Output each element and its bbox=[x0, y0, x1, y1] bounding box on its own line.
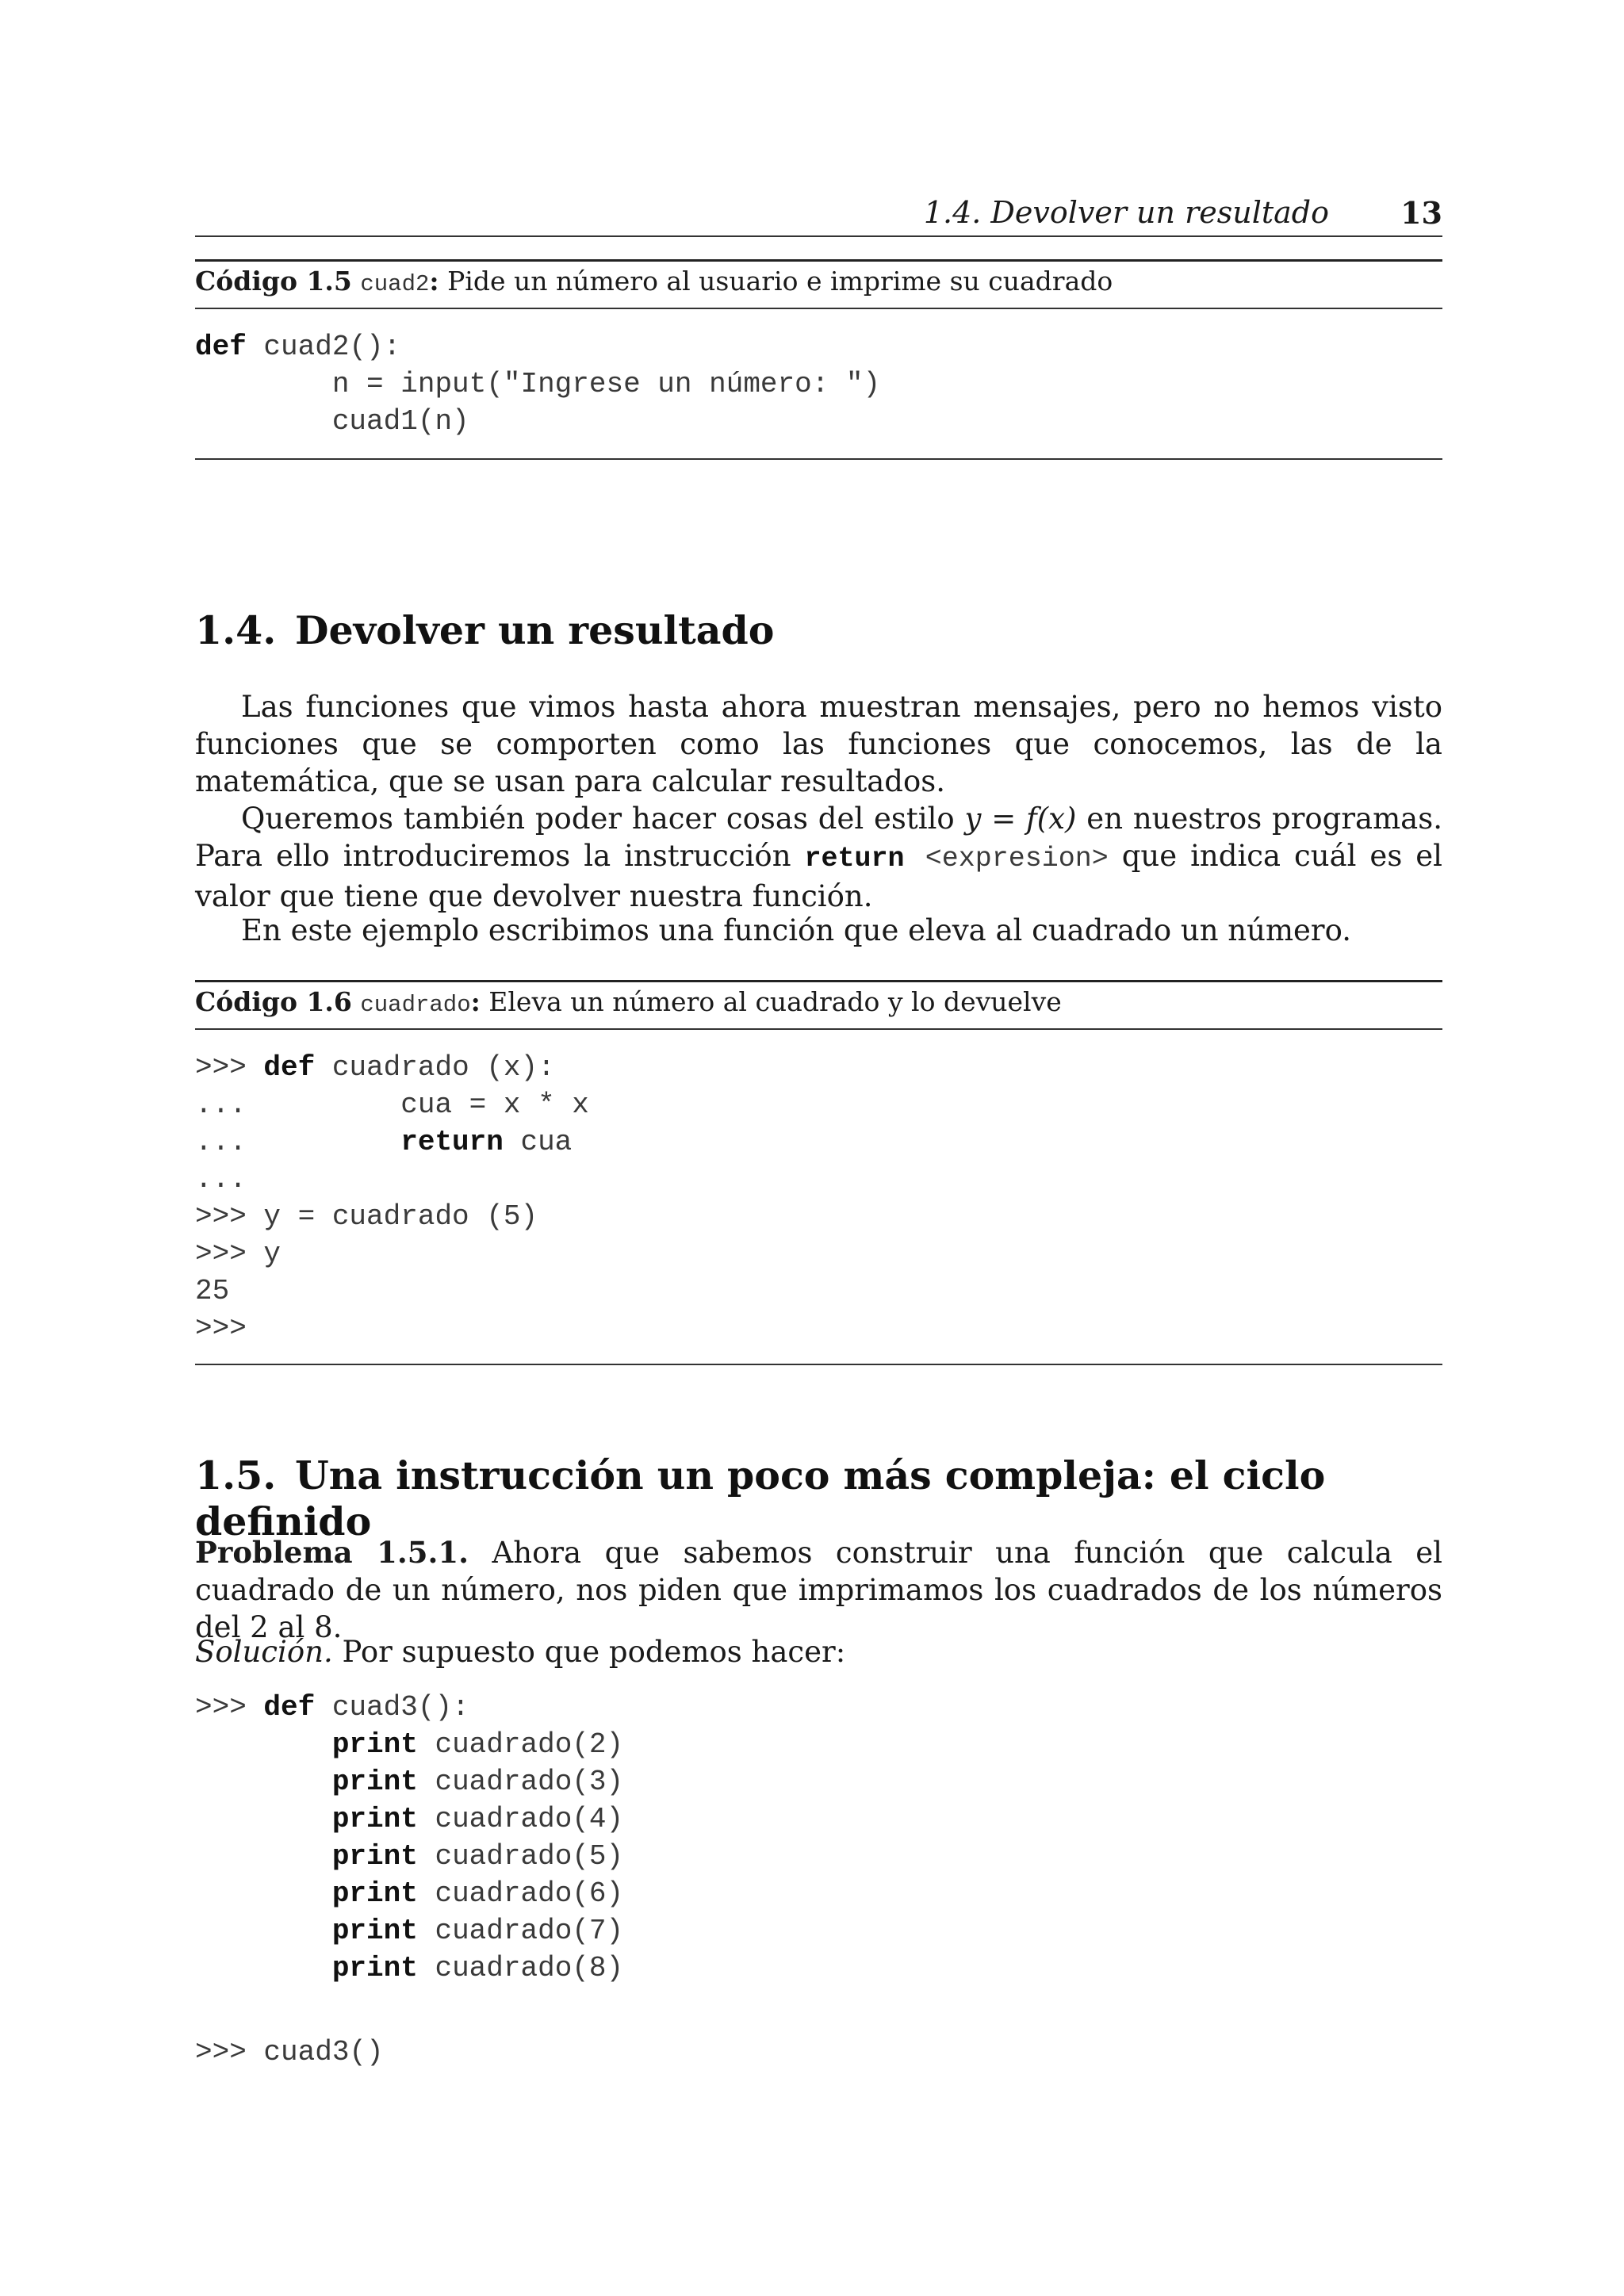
listing-function-name: cuad2 bbox=[360, 271, 430, 297]
problem-text: Ahora que sabemos construir una función que calcula el cuadrado de un número, nos piden que imprimamos los cuadrados de los números del 2 al 8. bbox=[195, 1536, 1442, 1644]
running-header-title: 1.4. Devolver un resultado bbox=[923, 195, 1329, 230]
code-keyword: print bbox=[331, 1915, 418, 1947]
solution-intro bbox=[195, 1633, 1442, 1670]
code-indent bbox=[195, 405, 332, 438]
code-line: print cuadrado(4) bbox=[331, 1803, 624, 1835]
problem-statement bbox=[195, 1534, 1442, 1646]
listing-bottom-rule bbox=[195, 1364, 1442, 1365]
section-title: Devolver un resultado bbox=[295, 607, 775, 653]
problem-label: Problema 1.5.1. bbox=[195, 1535, 469, 1570]
code-line: >>> def cuadrado (x): bbox=[195, 1051, 555, 1084]
code-block bbox=[195, 309, 1442, 440]
math-expression: y = f(x) bbox=[964, 802, 1077, 836]
code-line: print cuadrado(3) bbox=[331, 1766, 624, 1798]
code-keyword: print bbox=[331, 1877, 418, 1910]
paragraph: En este ejemplo escribimos una función que eleva al cuadrado un número. bbox=[241, 913, 1352, 947]
code-keyword: def bbox=[263, 1691, 316, 1724]
code-keyword: def bbox=[263, 1051, 316, 1084]
code-line: >>> def cuad3(): bbox=[195, 1691, 469, 1724]
section-number: 1.4. bbox=[195, 607, 277, 653]
code-keyword: print bbox=[331, 1952, 418, 1984]
code-line: ... cua = x * x bbox=[195, 1089, 589, 1121]
code-keyword: print bbox=[331, 1803, 418, 1835]
code-keyword: print bbox=[331, 1728, 418, 1761]
code-line: print cuadrado(5) bbox=[331, 1840, 624, 1873]
listing-label: Código 1.5 bbox=[195, 266, 352, 297]
code-keyword: print bbox=[331, 1840, 418, 1873]
solution-label: Solución. bbox=[195, 1635, 333, 1669]
code-line: ... return cua bbox=[195, 1126, 573, 1158]
text-run: Queremos también poder hacer cosas del estilo bbox=[241, 802, 965, 836]
header-rule bbox=[195, 235, 1442, 237]
inline-code: <expresion> bbox=[904, 843, 1109, 874]
listing-caption: Código 1.6 cuadrado: Eleva un número al cuadrado y lo devuelve bbox=[195, 982, 1442, 1030]
code-line: n = input("Ingrese un número: ") bbox=[331, 368, 881, 400]
code-line: >>> cuad3() bbox=[195, 2036, 384, 2068]
text-run: en nuestros programas. Para ello introduciremos la instrucción bbox=[195, 802, 1442, 873]
code-line: print cuadrado(6) bbox=[331, 1877, 624, 1910]
code-line: print cuadrado(2) bbox=[331, 1728, 624, 1761]
code-block bbox=[195, 1689, 623, 1987]
paragraph bbox=[195, 800, 1442, 915]
listing-label: Código 1.6 bbox=[195, 986, 352, 1017]
code-block bbox=[195, 1030, 1442, 1347]
code-line: cuad2(): bbox=[246, 331, 401, 363]
listing-function-name: cuadrado bbox=[360, 992, 471, 1018]
section-number: 1.5. bbox=[195, 1452, 277, 1498]
code-line: 25 bbox=[195, 1275, 230, 1307]
code-line: >>> y bbox=[195, 1238, 282, 1270]
code-keyword: def bbox=[195, 331, 247, 363]
code-keyword: return bbox=[400, 1126, 504, 1158]
code-line: >>> y = cuadrado (5) bbox=[195, 1200, 538, 1233]
code-line: print cuadrado(7) bbox=[331, 1915, 624, 1947]
code-listing-1-5 bbox=[195, 259, 1442, 440]
code-line: ... bbox=[195, 1163, 247, 1196]
code-line: >>> bbox=[195, 1312, 247, 1345]
running-header bbox=[195, 195, 1442, 236]
code-listing-1-6 bbox=[195, 980, 1442, 1347]
section-heading bbox=[195, 1452, 1442, 1544]
text-run: que indica cuál es el valor que tiene que devolver nuestra función. bbox=[195, 839, 1442, 913]
section-title: Una instrucción un poco más compleja: el ciclo definido bbox=[195, 1452, 1326, 1544]
listing-bottom-rule bbox=[195, 458, 1442, 460]
code-keyword: print bbox=[331, 1766, 418, 1798]
paragraph: Las funciones que vimos hasta ahora muestran mensajes, pero no hemos visto funciones que se comporten como las funciones que conocemos, las de la matemática, que se usan para calcular resultados. bbox=[195, 690, 1442, 798]
code-line: print cuadrado(8) bbox=[331, 1952, 624, 1984]
code-indent bbox=[195, 368, 332, 400]
listing-caption: Código 1.5 cuad2: Pide un número al usuario e imprime su cuadrado bbox=[195, 262, 1442, 309]
listing-caption-text: Pide un número al usuario e imprime su cuadrado bbox=[439, 266, 1113, 297]
section-heading bbox=[195, 607, 774, 653]
listing-caption-text: Eleva un número al cuadrado y lo devuelve bbox=[480, 986, 1062, 1017]
code-line: cuad1(n) bbox=[331, 405, 469, 438]
solution-text: Por supuesto que podemos hacer: bbox=[332, 1635, 846, 1669]
inline-keyword: return bbox=[804, 843, 905, 874]
page-number: 13 bbox=[1400, 195, 1442, 231]
